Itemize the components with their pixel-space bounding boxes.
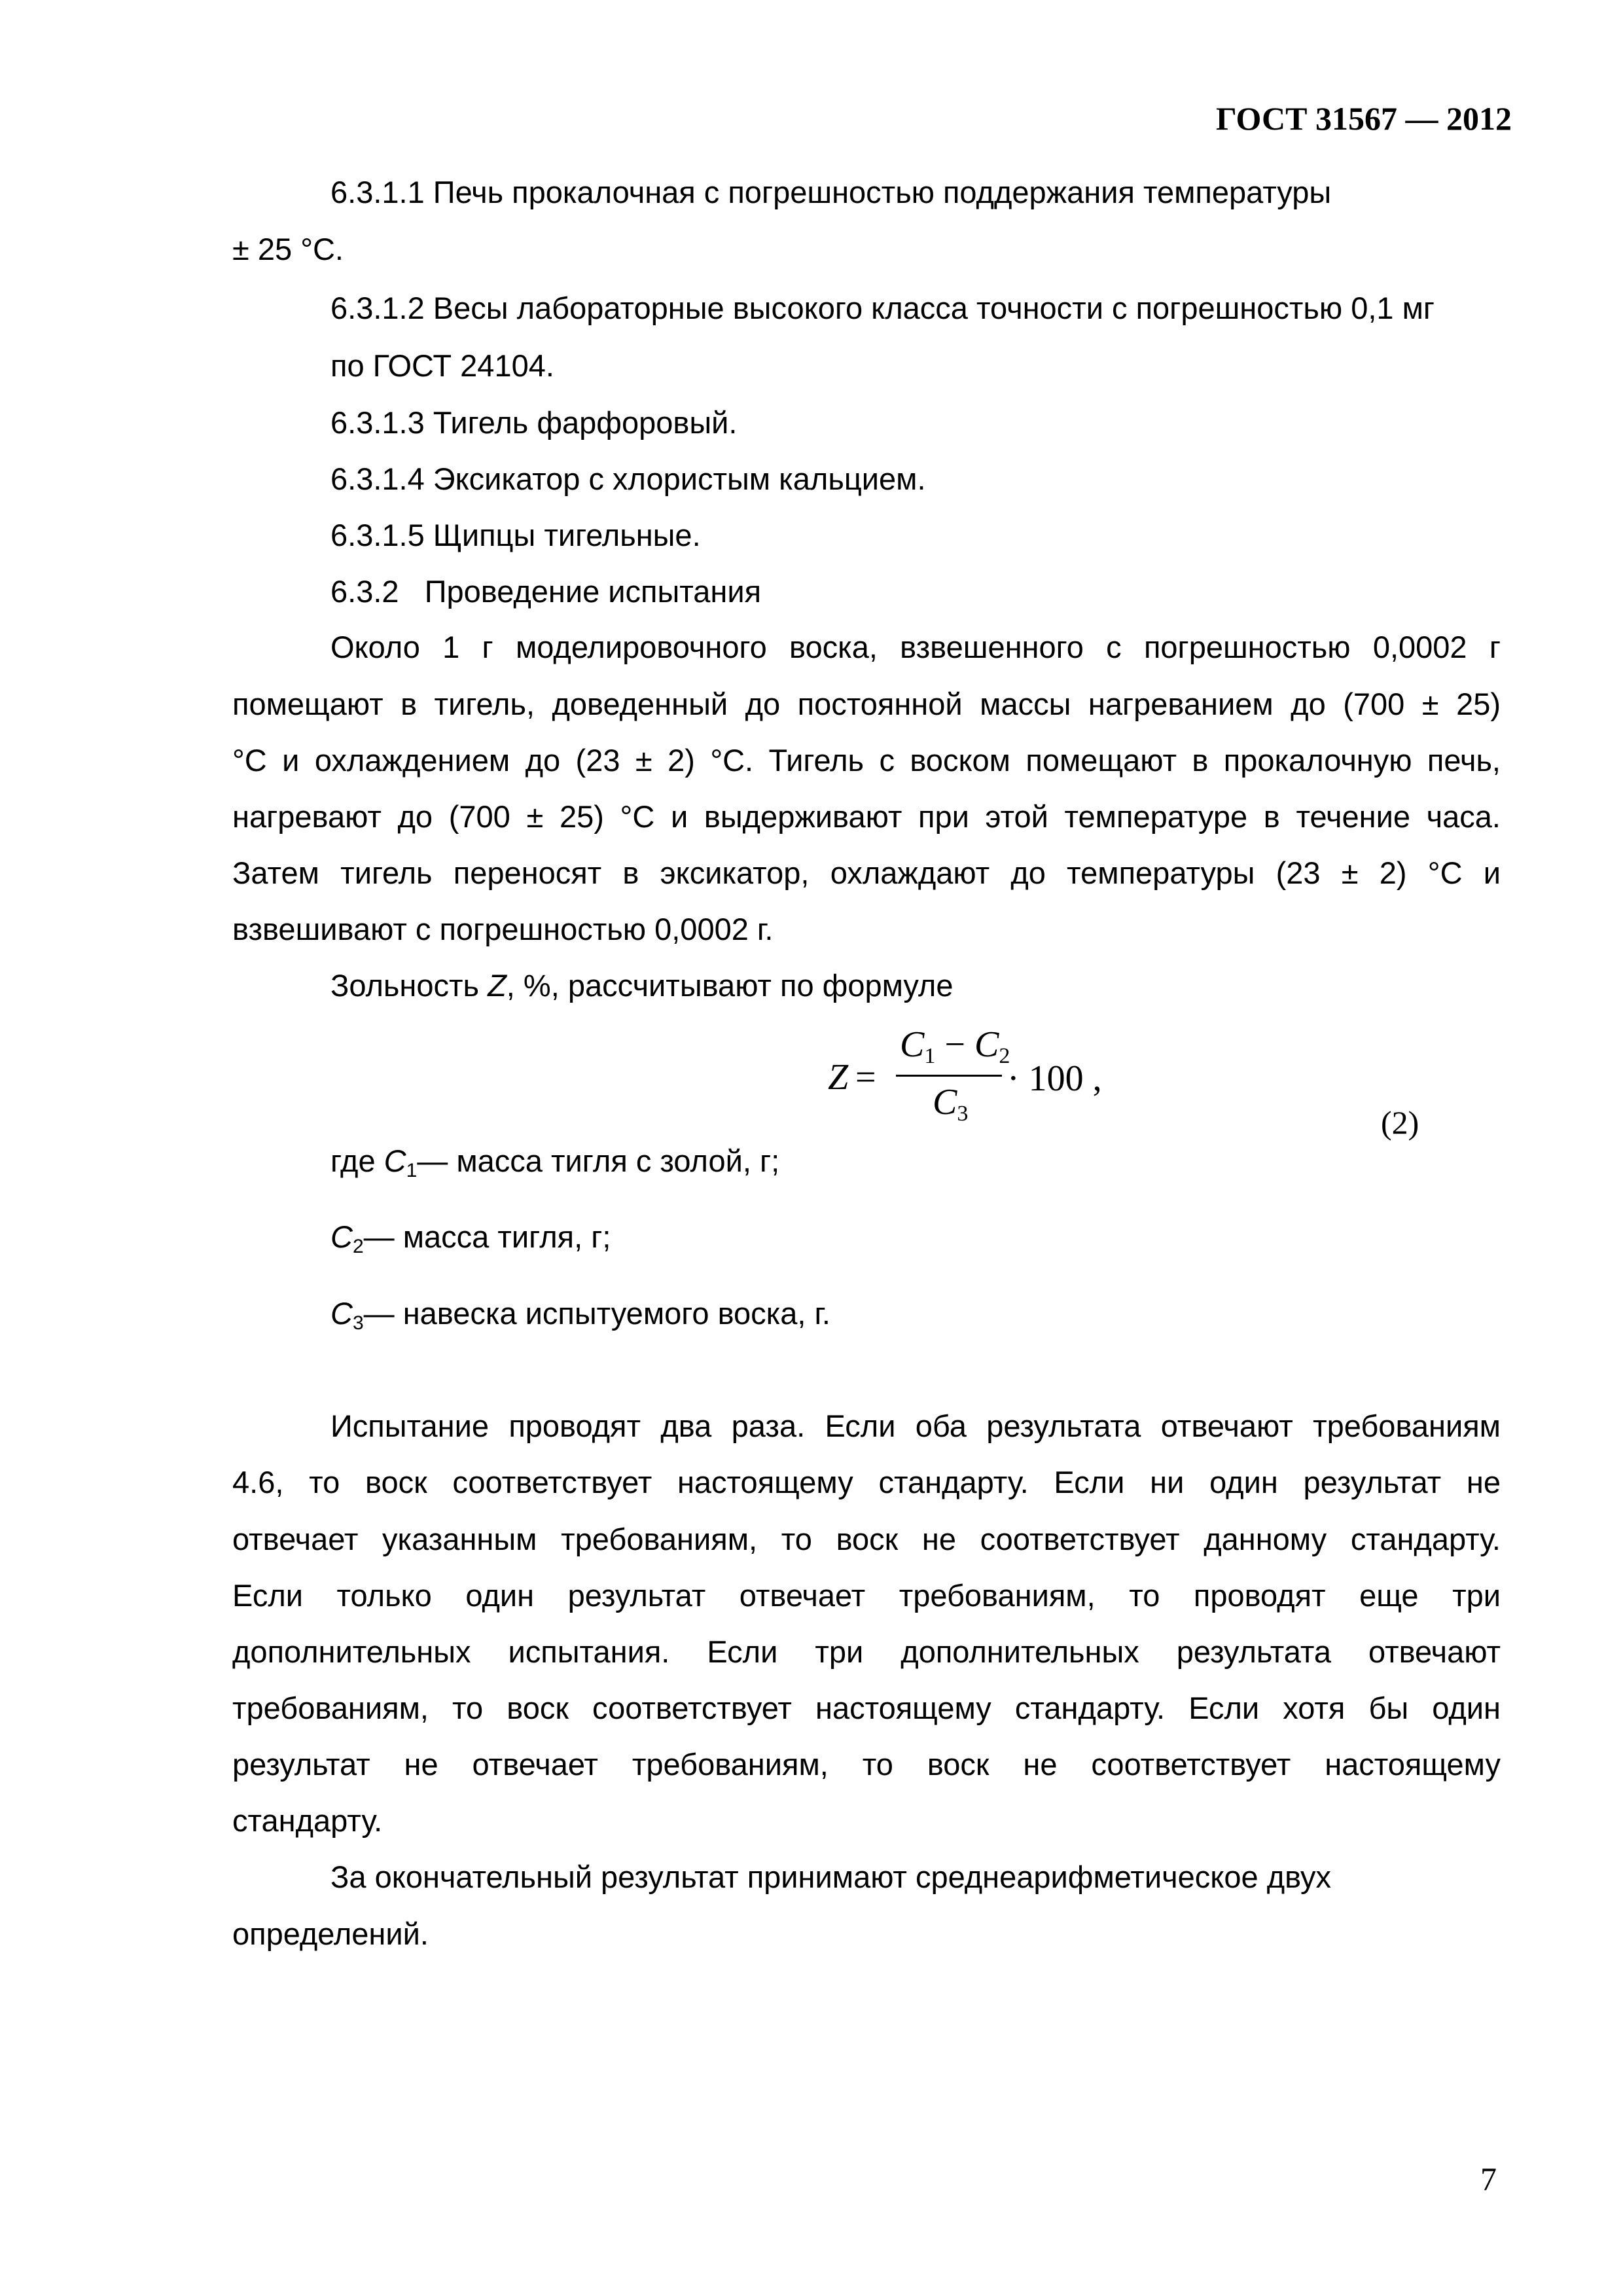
procedure-line-4: нагревают до (700 ± 25) °С и выдерживают при этой температуре в течение часа.	[232, 799, 1501, 834]
formula-lhs: Z	[828, 1057, 849, 1098]
trials-line-3: отвечает указанным требованиям, то воск не соответствует данному стандарту.	[232, 1522, 1501, 1556]
trials-line-4: Если только один результат отвечает требованиям, то проводят еще три	[232, 1578, 1501, 1613]
ash-content-intro: Зольность Z, %, рассчитывают по формуле	[330, 968, 954, 1003]
item-6-3-1-2-line1: 6.3.1.2 Весы лабораторные высокого класса точности с погрешностью 0,1 мг	[330, 291, 1435, 325]
procedure-line-1: Около 1 г моделировочного воска, взвешенного с погрешностью 0,0002 г	[330, 630, 1501, 664]
trials-line-1: Испытание проводят два раза. Если оба результата отвечают требованиям	[330, 1408, 1501, 1443]
final-line-2: определений.	[232, 1916, 429, 1951]
procedure-line-2: помещают в тигель, доведенный до постоянной массы нагреванием до (700 ± 25)	[232, 687, 1501, 721]
trials-line-5: дополнительных испытания. Если три дополнительных результата отвечают	[232, 1634, 1501, 1669]
definition-c2: $C_2—$ масса тигля, г;	[330, 1219, 611, 1257]
item-6-3-1-1-line1: 6.3.1.1 Печь прокалочная с погрешностью поддержания температуры	[330, 175, 1332, 209]
trials-line-8: стандарту.	[232, 1803, 383, 1838]
trials-line-7: результат не отвечает требованиям, то воск не соответствует настоящему	[232, 1747, 1501, 1782]
page-number: 7	[1480, 2161, 1497, 2197]
procedure-line-6: взвешивают с погрешностью 0,0002 г.	[232, 912, 774, 946]
item-6-3-1-2-line2: по ГОСТ 24104.	[330, 348, 554, 383]
trials-line-6: требованиям, то воск соответствует настоящему стандарту. Если хотя бы один	[232, 1691, 1501, 1725]
formula-multiplier: · 100 ,	[1007, 1058, 1102, 1099]
equation-number: (2)	[1381, 1104, 1419, 1141]
trials-line-2: 4.6, то воск соответствует настоящему стандарту. Если ни один результат не	[232, 1465, 1501, 1499]
item-6-3-1-1-line2: ± 25 °С.	[232, 232, 344, 266]
standard-header: ГОСТ 31567 — 2012	[1215, 100, 1512, 137]
section-6-3-2-heading: 6.3.2 Проведение испытания	[330, 574, 762, 609]
formula-numerator: $C_1 - C_2$	[900, 1024, 1010, 1068]
item-6-3-1-4: 6.3.1.4 Эксикатор с хлористым кальцием.	[330, 461, 926, 496]
formula-denominator: $C_3$	[933, 1082, 969, 1126]
formula-equals: =	[855, 1057, 876, 1098]
item-6-3-1-3: 6.3.1.3 Тигель фарфоровый.	[330, 405, 738, 440]
ash-formula	[828, 1026, 1109, 1131]
definition-c1: где $C_1—$ масса тигля с золой, г;	[330, 1143, 780, 1181]
formula-fraction-bar	[896, 1075, 1002, 1077]
procedure-line-5: Затем тигель переносят в эксикатор, охлаждают до температуры (23 ± 2) °С и	[232, 855, 1501, 890]
definition-c3: $C_3—$ навеска испытуемого воска, г.	[330, 1296, 830, 1334]
procedure-line-3: °С и охлаждением до (23 ± 2) °С. Тигель с воском помещают в прокалочную печь,	[232, 743, 1501, 778]
final-line-1: За окончательный результат принимают среднеарифметическое двух	[330, 1859, 1332, 1894]
item-6-3-1-5: 6.3.1.5 Щипцы тигельные.	[330, 518, 701, 552]
